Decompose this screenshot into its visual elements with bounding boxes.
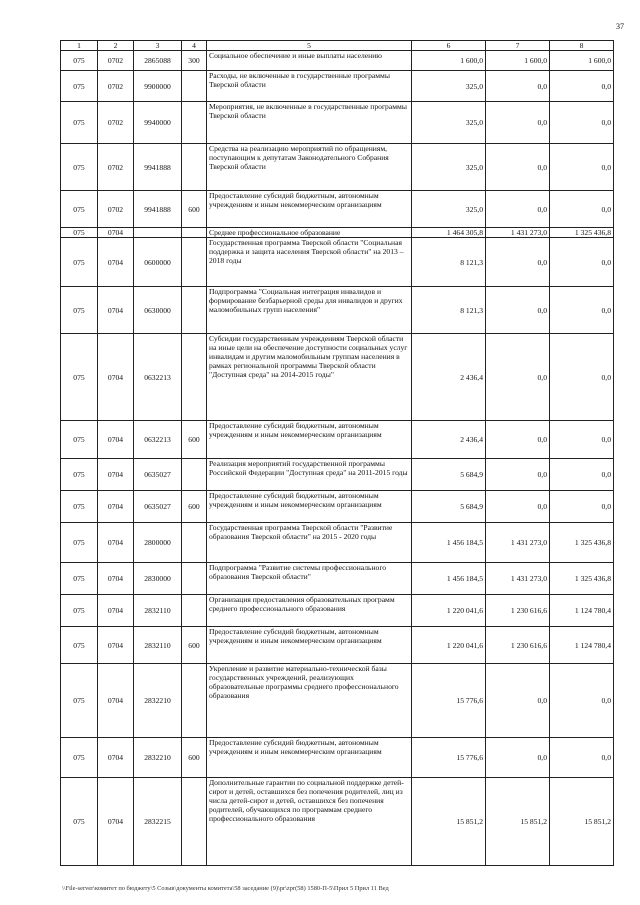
table-row <box>61 228 614 238</box>
description: Государственная программа Тверской области "Социальная поддержка и защита населения Тверской области" на 2013 – 2018 годы <box>207 238 412 287</box>
ministry-code: 075 <box>61 778 98 866</box>
expense-type-code: 600 <box>182 421 207 459</box>
amount-col-7: 0,0 <box>486 287 550 334</box>
amount-col-8: 0,0 <box>550 287 614 334</box>
ministry-code: 075 <box>61 51 98 71</box>
section-code: 0704 <box>98 238 134 287</box>
table-row <box>61 738 614 778</box>
amount-col-8: 1 600,0 <box>550 51 614 71</box>
expense-type-code <box>182 71 207 102</box>
budget-table <box>60 40 614 866</box>
section-code: 0704 <box>98 664 134 738</box>
page-number: 37 <box>616 22 624 31</box>
amount-col-7: 0,0 <box>486 738 550 778</box>
ministry-code: 075 <box>61 627 98 664</box>
column-header: 2 <box>98 41 134 51</box>
amount-col-7: 1 230 616,6 <box>486 627 550 664</box>
description: Социальное обеспечение и иные выплаты населению <box>207 51 412 71</box>
target-code: 0632213 <box>134 421 182 459</box>
amount-col-6: 15 776,6 <box>412 664 486 738</box>
ministry-code: 075 <box>61 523 98 563</box>
description: Подпрограмма "Развитие системы профессионального образования Тверской области" <box>207 563 412 595</box>
amount-col-7: 0,0 <box>486 144 550 191</box>
table-row <box>61 102 614 144</box>
target-code: 0635027 <box>134 491 182 523</box>
target-code: 2830000 <box>134 563 182 595</box>
description: Субсидии государственным учреждениям Тверской области на иные цели на обеспечение доступности социальных услуг инвалидам и другим маломобильным группам населения в рамках региональной программы Тверской области "Доступная среда" на 2014-2015 годы" <box>207 334 412 421</box>
expense-type-code: 600 <box>182 738 207 778</box>
target-code: 9941888 <box>134 144 182 191</box>
amount-col-6: 325,0 <box>412 102 486 144</box>
target-code: 2832110 <box>134 595 182 627</box>
ministry-code: 075 <box>61 334 98 421</box>
description: Средства на реализацию мероприятий по обращениям, поступающим к депутатам Законодательного Собрания Тверской области <box>207 144 412 191</box>
expense-type-code: 600 <box>182 191 207 228</box>
amount-col-7: 0,0 <box>486 71 550 102</box>
section-code: 0704 <box>98 523 134 563</box>
amount-col-7: 1 230 616,6 <box>486 595 550 627</box>
amount-col-7: 0,0 <box>486 191 550 228</box>
target-code <box>134 228 182 238</box>
ministry-code: 075 <box>61 144 98 191</box>
amount-col-7: 1 431 273,0 <box>486 523 550 563</box>
amount-col-7: 1 600,0 <box>486 51 550 71</box>
description: Предоставление субсидий бюджетным, автономным учреждениям и иным некоммерческим организациям <box>207 191 412 228</box>
amount-col-6: 15 776,6 <box>412 738 486 778</box>
amount-col-6: 1 464 305,8 <box>412 228 486 238</box>
section-code: 0702 <box>98 71 134 102</box>
section-code: 0702 <box>98 144 134 191</box>
amount-col-7: 15 851,2 <box>486 778 550 866</box>
description: Подпрограмма "Социальная интеграция инвалидов и формирование безбарьерной среды для инвалидов и других маломобильных групп населения" <box>207 287 412 334</box>
amount-col-8: 1 124 780,4 <box>550 595 614 627</box>
amount-col-6: 15 851,2 <box>412 778 486 866</box>
expense-type-code <box>182 523 207 563</box>
table-row <box>61 334 614 421</box>
amount-col-6: 1 600,0 <box>412 51 486 71</box>
amount-col-7: 0,0 <box>486 664 550 738</box>
target-code: 0632213 <box>134 334 182 421</box>
amount-col-8: 0,0 <box>550 491 614 523</box>
ministry-code: 075 <box>61 228 98 238</box>
table-row <box>61 71 614 102</box>
description: Предоставление субсидий бюджетным, автономным учреждениям и иным некоммерческим организациям <box>207 627 412 664</box>
description: Предоставление субсидий бюджетным, автономным учреждениям и иным некоммерческим организациям <box>207 491 412 523</box>
section-code: 0702 <box>98 102 134 144</box>
section-code: 0702 <box>98 51 134 71</box>
expense-type-code <box>182 459 207 491</box>
table-row <box>61 595 614 627</box>
description: Расходы, не включенные в государственные программы Тверской области <box>207 71 412 102</box>
amount-col-6: 325,0 <box>412 144 486 191</box>
amount-col-8: 0,0 <box>550 144 614 191</box>
expense-type-code <box>182 102 207 144</box>
amount-col-8: 0,0 <box>550 191 614 228</box>
amount-col-6: 1 220 041,6 <box>412 627 486 664</box>
amount-col-7: 1 431 273,0 <box>486 228 550 238</box>
ministry-code: 075 <box>61 491 98 523</box>
expense-type-code <box>182 595 207 627</box>
column-header: 5 <box>207 41 412 51</box>
section-code: 0704 <box>98 421 134 459</box>
table-row <box>61 523 614 563</box>
amount-col-6: 5 684,9 <box>412 491 486 523</box>
ministry-code: 075 <box>61 421 98 459</box>
column-header: 7 <box>486 41 550 51</box>
column-header: 1 <box>61 41 98 51</box>
ministry-code: 075 <box>61 738 98 778</box>
section-code: 0704 <box>98 563 134 595</box>
amount-col-6: 8 121,3 <box>412 238 486 287</box>
expense-type-code: 600 <box>182 491 207 523</box>
description: Укрепление и развитие материально-технической базы государственных учреждений, реализующих образовательные программы среднего профессионального образования <box>207 664 412 738</box>
amount-col-6: 1 456 184,5 <box>412 523 486 563</box>
ministry-code: 075 <box>61 459 98 491</box>
description: Дополнительные гарантии по социальной поддержке детей-сирот и детей, оставшихся без попечения родителей, лиц из числа детей-сирот и детей, оставшихся без попечения родителей, обучающихся по программам среднего профессионального образования <box>207 778 412 866</box>
table-row <box>61 144 614 191</box>
amount-col-8: 0,0 <box>550 664 614 738</box>
column-header: 6 <box>412 41 486 51</box>
amount-col-8: 1 124 780,4 <box>550 627 614 664</box>
section-code: 0704 <box>98 228 134 238</box>
table-row <box>61 238 614 287</box>
expense-type-code <box>182 144 207 191</box>
amount-col-6: 8 121,3 <box>412 287 486 334</box>
table-header-row <box>61 41 614 51</box>
target-code: 2800000 <box>134 523 182 563</box>
amount-col-6: 2 436,4 <box>412 334 486 421</box>
ministry-code: 075 <box>61 238 98 287</box>
amount-col-8: 0,0 <box>550 334 614 421</box>
target-code: 2832110 <box>134 627 182 664</box>
table-row <box>61 287 614 334</box>
amount-col-8: 0,0 <box>550 102 614 144</box>
table-row <box>61 664 614 738</box>
table-body <box>61 51 614 866</box>
column-header: 4 <box>182 41 207 51</box>
ministry-code: 075 <box>61 287 98 334</box>
target-code: 2865088 <box>134 51 182 71</box>
target-code: 2832215 <box>134 778 182 866</box>
amount-col-8: 0,0 <box>550 71 614 102</box>
target-code: 9941888 <box>134 191 182 228</box>
expense-type-code: 600 <box>182 627 207 664</box>
target-code: 0630000 <box>134 287 182 334</box>
expense-type-code <box>182 563 207 595</box>
description: Организация предоставления образовательных программ среднего профессионального образования <box>207 595 412 627</box>
amount-col-6: 1 220 041,6 <box>412 595 486 627</box>
table-row <box>61 191 614 228</box>
expense-type-code <box>182 228 207 238</box>
section-code: 0704 <box>98 334 134 421</box>
amount-col-6: 325,0 <box>412 71 486 102</box>
target-code: 9940000 <box>134 102 182 144</box>
amount-col-6: 5 684,9 <box>412 459 486 491</box>
footer-file-path: \\File-server\комитет по бюджету\5 Созыв\документы комитета\58 заседание (9)\pr\zpr(58) 1580-П-5\Прил 5 Прил 11 Вед <box>62 885 389 892</box>
table-row <box>61 778 614 866</box>
section-code: 0704 <box>98 491 134 523</box>
section-code: 0704 <box>98 287 134 334</box>
amount-col-8: 1 325 436,8 <box>550 563 614 595</box>
description: Реализация мероприятий государственной программы Российской Федерации "Доступная среда" на 2011-2015 годы <box>207 459 412 491</box>
table-row <box>61 421 614 459</box>
section-code: 0704 <box>98 627 134 664</box>
amount-col-7: 0,0 <box>486 238 550 287</box>
amount-col-7: 0,0 <box>486 421 550 459</box>
amount-col-7: 1 431 273,0 <box>486 563 550 595</box>
amount-col-7: 0,0 <box>486 102 550 144</box>
column-header: 3 <box>134 41 182 51</box>
target-code: 9900000 <box>134 71 182 102</box>
ministry-code: 075 <box>61 664 98 738</box>
amount-col-6: 2 436,4 <box>412 421 486 459</box>
table-row <box>61 627 614 664</box>
expense-type-code: 300 <box>182 51 207 71</box>
amount-col-7: 0,0 <box>486 491 550 523</box>
table-row <box>61 459 614 491</box>
target-code: 2832210 <box>134 664 182 738</box>
section-code: 0704 <box>98 738 134 778</box>
expense-type-code <box>182 287 207 334</box>
column-header: 8 <box>550 41 614 51</box>
ministry-code: 075 <box>61 71 98 102</box>
section-code: 0704 <box>98 459 134 491</box>
table-row <box>61 491 614 523</box>
expense-type-code <box>182 334 207 421</box>
description: Среднее профессиональное образование <box>207 228 412 238</box>
description: Предоставление субсидий бюджетным, автономным учреждениям и иным некоммерческим организациям <box>207 421 412 459</box>
amount-col-8: 0,0 <box>550 238 614 287</box>
amount-col-8: 15 851,2 <box>550 778 614 866</box>
description: Государственная программа Тверской области "Развитие образования Тверской области" на 2015 - 2020 годы <box>207 523 412 563</box>
expense-type-code <box>182 778 207 866</box>
description: Мероприятия, не включенные в государственные программы Тверской области <box>207 102 412 144</box>
table-row <box>61 563 614 595</box>
expense-type-code <box>182 238 207 287</box>
target-code: 0600000 <box>134 238 182 287</box>
ministry-code: 075 <box>61 563 98 595</box>
section-code: 0702 <box>98 191 134 228</box>
amount-col-8: 0,0 <box>550 421 614 459</box>
amount-col-8: 0,0 <box>550 738 614 778</box>
expense-type-code <box>182 664 207 738</box>
target-code: 0635027 <box>134 459 182 491</box>
section-code: 0704 <box>98 778 134 866</box>
amount-col-7: 0,0 <box>486 459 550 491</box>
amount-col-8: 1 325 436,8 <box>550 228 614 238</box>
amount-col-8: 1 325 436,8 <box>550 523 614 563</box>
ministry-code: 075 <box>61 102 98 144</box>
ministry-code: 075 <box>61 595 98 627</box>
ministry-code: 075 <box>61 191 98 228</box>
amount-col-7: 0,0 <box>486 334 550 421</box>
amount-col-6: 1 456 184,5 <box>412 563 486 595</box>
amount-col-6: 325,0 <box>412 191 486 228</box>
target-code: 2832210 <box>134 738 182 778</box>
section-code: 0704 <box>98 595 134 627</box>
table-row <box>61 51 614 71</box>
amount-col-8: 0,0 <box>550 459 614 491</box>
description: Предоставление субсидий бюджетным, автономным учреждениям и иным некоммерческим организациям <box>207 738 412 778</box>
